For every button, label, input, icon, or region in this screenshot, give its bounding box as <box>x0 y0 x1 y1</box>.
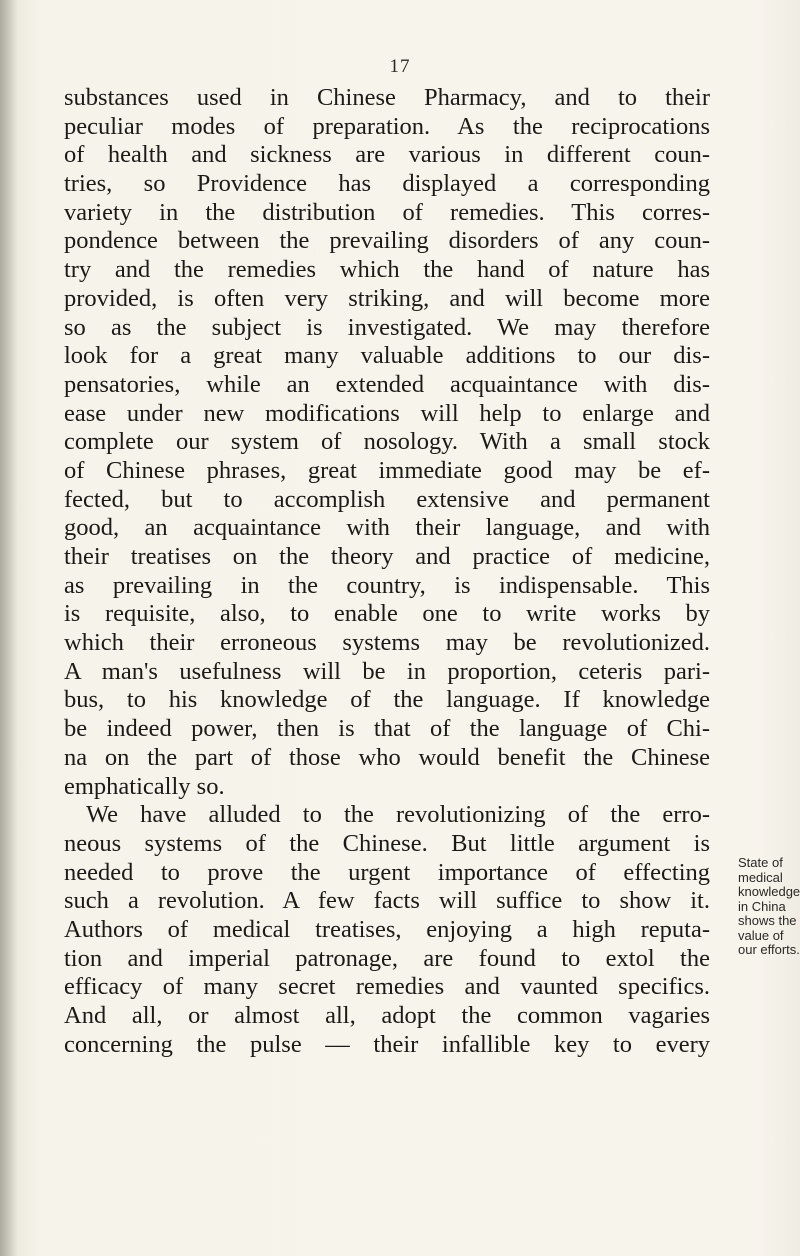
text-line: neous systems of the Chinese. But little argument is <box>64 829 710 857</box>
spine-shadow <box>0 0 18 1256</box>
text-line: emphatically so. <box>64 772 225 800</box>
text-line: look for a great many valuable additions to our dis- <box>64 342 710 370</box>
text-line: And all, or almost all, adopt the common vagaries <box>64 1002 710 1029</box>
margin-note-line: value of <box>738 927 784 943</box>
margin-note-line: shows the <box>738 913 797 928</box>
text-line: tion and imperial patronage, are found to extol the <box>64 944 710 972</box>
margin-note-line: medical <box>738 869 783 885</box>
text-line: substances used in Chinese Pharmacy, and to their <box>64 84 710 111</box>
margin-note-line: our efforts. <box>738 942 800 957</box>
text-line: provided, is often very striking, and will become more <box>64 284 710 312</box>
text-line: good, an acquaintance with their language, and with <box>64 514 710 542</box>
body-text <box>64 84 710 1059</box>
text-line: efficacy of many secret remedies and vaunted specifics. <box>64 973 710 1001</box>
text-line: try and the remedies which the hand of nature has <box>64 256 710 284</box>
text-line: of Chinese phrases, great immediate good may be ef- <box>64 456 710 484</box>
text-line: complete our system of nosology. With a small stock <box>64 428 710 456</box>
text-line: pondence between the prevailing disorders of any coun- <box>64 227 710 255</box>
text-line: bus, to his knowledge of the language. If knowledge <box>64 686 710 714</box>
text-line: We have alluded to the revolutionizing of the erro- <box>86 801 710 829</box>
text-line: ease under new modifications will help to enlarge and <box>64 399 710 427</box>
text-line: variety in the distribution of remedies. This corres- <box>64 198 710 226</box>
text-line: as prevailing in the country, is indispensable. This <box>64 571 710 599</box>
text-line: so as the subject is investigated. We may therefore <box>64 313 710 341</box>
text-line: peculiar modes of preparation. As the reciprocations <box>64 112 710 140</box>
text-line: tries, so Providence has displayed a corresponding <box>64 170 710 198</box>
text-line: be indeed power, then is that of the language of Chi- <box>64 715 710 743</box>
text-line: needed to prove the urgent importance of effecting <box>64 858 710 886</box>
margin-note <box>738 856 800 958</box>
text-line: na on the part of those who would benefit the Chinese <box>64 743 710 771</box>
text-line: is requisite, also, to enable one to write works by <box>64 600 710 628</box>
text-line: of health and sickness are various in different coun- <box>64 141 710 169</box>
text-line: concerning the pulse — their infallible key to every <box>64 1030 710 1058</box>
margin-note-line: State of <box>738 855 783 870</box>
margin-note-line: in China <box>738 898 786 914</box>
text-line: fected, but to accomplish extensive and permanent <box>64 485 710 513</box>
margin-note-line: knowledge <box>738 884 800 899</box>
page-number: 17 <box>389 56 411 77</box>
text-line: A man's usefulness will be in proportion, ceteris pari- <box>64 657 710 685</box>
text-line: such a revolution. A few facts will suffice to show it. <box>64 887 710 915</box>
text-line: their treatises on the theory and practice of medicine, <box>64 543 710 570</box>
text-line: Authors of medical treatises, enjoying a high reputa- <box>64 915 710 943</box>
text-line: pensatories, while an extended acquaintance with dis- <box>64 370 710 398</box>
text-line: which their erroneous systems may be revolutionized. <box>64 629 710 657</box>
